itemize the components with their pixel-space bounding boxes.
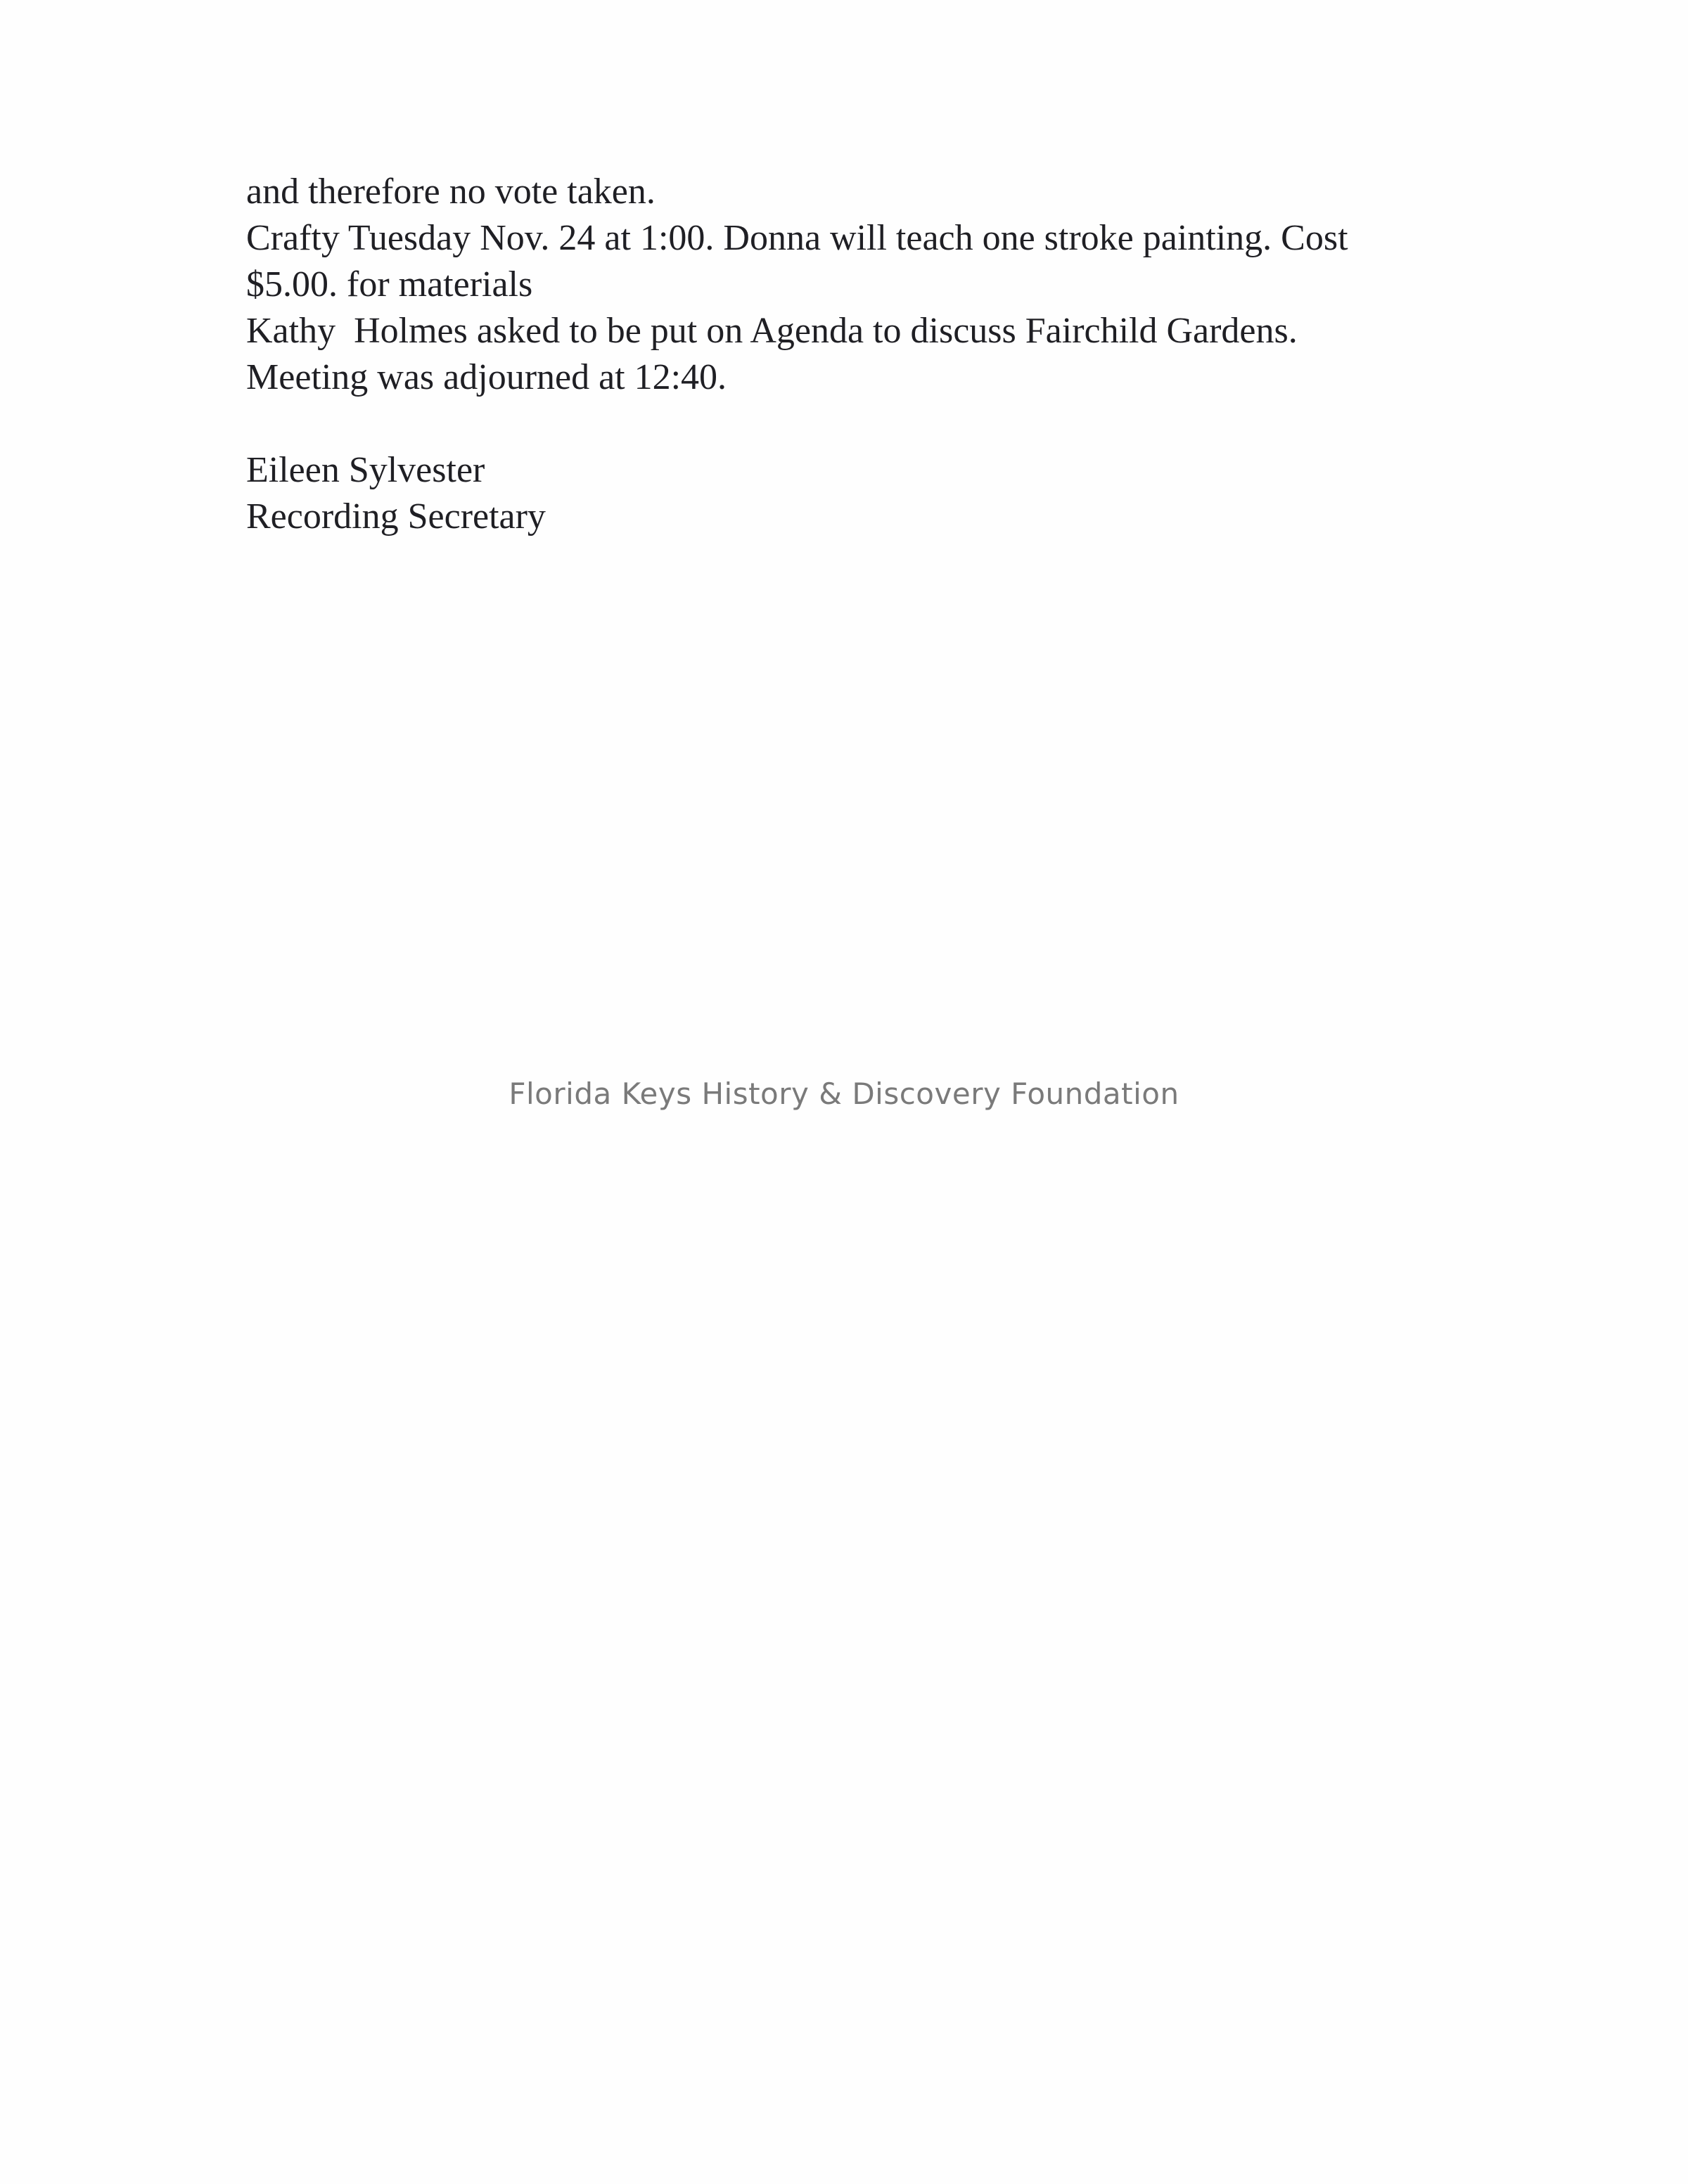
minutes-line: and therefore no vote taken. bbox=[246, 172, 656, 212]
minutes-body bbox=[246, 169, 1512, 401]
signature-name: Eileen Sylvester bbox=[246, 450, 485, 490]
signature-title: Recording Secretary bbox=[246, 496, 546, 537]
minutes-line: $5.00. for materials bbox=[246, 264, 533, 304]
signature-block bbox=[246, 447, 950, 540]
watermark-text: Florida Keys History & Discovery Foundation bbox=[509, 1077, 1179, 1111]
minutes-line: Crafty Tuesday Nov. 24 at 1:00. Donna will teach one stroke painting. Cost bbox=[246, 218, 1348, 258]
minutes-line: Kathy Holmes asked to be put on Agenda to discuss Fairchild Gardens. bbox=[246, 311, 1298, 351]
minutes-line: Meeting was adjourned at 12:40. bbox=[246, 357, 727, 397]
